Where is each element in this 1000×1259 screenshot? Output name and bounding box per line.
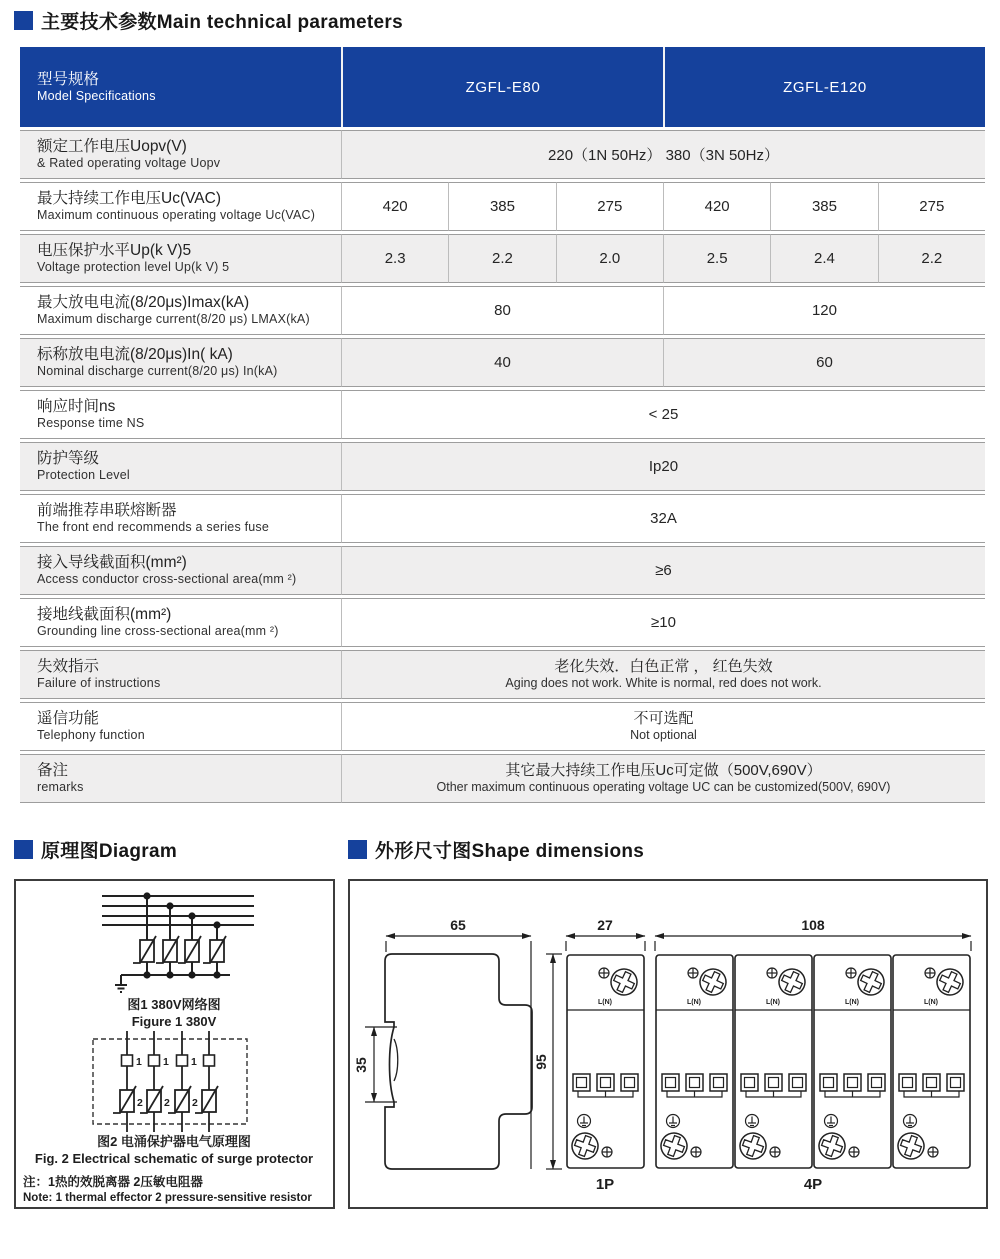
label-en: & Rated operating voltage Uopv (37, 156, 221, 171)
cell-response-value: < 25 (341, 390, 985, 439)
row-label-remarks (20, 754, 341, 803)
svg-text:1: 1 (163, 1056, 169, 1068)
dimensions-title-text: 外形尺寸图Shape dimensions (375, 841, 645, 862)
dim-108: 108 (801, 917, 825, 933)
dim-35: 35 (353, 1057, 369, 1073)
table-row-inom (20, 338, 985, 387)
cell-up-6: 2.2 (878, 234, 985, 283)
cell-inom-2: 60 (663, 338, 985, 387)
cell-imax-2: 120 (663, 286, 985, 335)
label-zh: 电压保护水平Up(k V)5 (37, 242, 192, 259)
cell-protection-value: Ip20 (341, 442, 985, 491)
table-row-access (20, 546, 985, 595)
module-1p (567, 955, 644, 1168)
side-profile-drawing (385, 954, 532, 1169)
header-label-zh: 型号规格 (37, 70, 100, 88)
cell-failure-value (341, 650, 985, 699)
cell-up-5: 2.4 (770, 234, 877, 283)
row-label-rated (20, 130, 341, 179)
value-zh: 不可选配 (633, 709, 694, 727)
label-zh: 防护等级 (37, 450, 100, 467)
dimensions-section-title (348, 836, 988, 863)
header-label-cell (20, 47, 341, 127)
module-4p-assembly (656, 955, 970, 1168)
circuit-diagrams-graphic (16, 881, 333, 1207)
value-en: Aging does not work. White is normal, red does not work. (505, 676, 822, 691)
cell-uc-1: 420 (341, 182, 448, 231)
row-label-ground (20, 598, 341, 647)
cell-ground-value: ≥10 (341, 598, 985, 647)
cell-remarks-value (341, 754, 985, 803)
blue-square-icon (14, 11, 33, 30)
label-zh: 接入导线截面积(mm²) (37, 554, 187, 571)
diagram-section-title (14, 836, 335, 863)
value-en: Not optional (630, 728, 697, 743)
label-4p: 4P (803, 1176, 823, 1193)
label-en: remarks (37, 780, 84, 795)
row-label-access (20, 546, 341, 595)
cell-uc-6: 275 (878, 182, 985, 231)
row-label-inom (20, 338, 341, 387)
label-zh: 响应时间ns (37, 398, 116, 415)
svg-text:1: 1 (191, 1056, 197, 1068)
diagram-box (14, 879, 335, 1209)
label-en: Failure of instructions (37, 676, 161, 691)
label-en: Nominal discharge current(8/20 μs) In(kA) (37, 364, 278, 379)
blue-square-icon (14, 840, 33, 859)
row-label-uc (20, 182, 341, 231)
main-section-title (14, 7, 1000, 34)
label-zh: 最大放电电流(8/20μs)Imax(kA) (37, 294, 250, 311)
label-zh: 最大持续工作电压Uc(VAC) (37, 190, 221, 207)
header-label-en: Model Specifications (37, 88, 156, 103)
label-zh: 接地线截面积(mm²) (37, 606, 172, 623)
label-zh: 失效指示 (37, 658, 100, 675)
value-en: Other maximum continuous operating voltage UC can be customized(500V, 690V) (436, 780, 891, 795)
svg-text:2: 2 (164, 1097, 170, 1109)
bottom-section (14, 836, 1000, 1209)
label-en: Maximum continuous operating voltage Uc(VAC) (37, 208, 316, 223)
figure2-caption-en: Fig. 2 Electrical schematic of surge protector (34, 1151, 314, 1166)
table-row-fuse (20, 494, 985, 543)
label-zh: 遥信功能 (37, 710, 100, 727)
header-model1: ZGFL-E80 (341, 47, 663, 127)
label-zh: 额定工作电压Uopv(V) (37, 138, 187, 155)
cell-up-3: 2.0 (556, 234, 663, 283)
note-en: Note: 1 thermal effector 2 pressure-sensitive resistor (23, 1192, 312, 1204)
row-label-up (20, 234, 341, 283)
cell-up-4: 2.5 (663, 234, 770, 283)
cell-uc-3: 275 (556, 182, 663, 231)
cell-imax-1: 80 (341, 286, 663, 335)
row-label-protection (20, 442, 341, 491)
dim-65: 65 (450, 917, 466, 933)
table-row-imax (20, 286, 985, 335)
row-label-telecom (20, 702, 341, 751)
table-row-rated (20, 130, 985, 179)
table-row-protection (20, 442, 985, 491)
dimensions-column (348, 836, 988, 1209)
figure1-caption-zh: 图1 380V网络图 (127, 997, 221, 1012)
label-en: Telephony function (37, 728, 145, 743)
cell-uc-4: 420 (663, 182, 770, 231)
header-model2: ZGFL-E120 (663, 47, 985, 127)
label-en: Response time NS (37, 416, 145, 431)
table-row-response (20, 390, 985, 439)
row-label-fuse (20, 494, 341, 543)
diagram-column (14, 836, 335, 1209)
label-zh: 备注 (37, 762, 69, 779)
blue-square-icon (348, 840, 367, 859)
svg-text:2: 2 (192, 1097, 198, 1109)
table-row-failure (20, 650, 985, 699)
spec-table (20, 44, 985, 806)
cell-up-2: 2.2 (448, 234, 555, 283)
label-zh: 前端推荐串联熔断器 (37, 502, 177, 519)
cell-fuse-value: 32A (341, 494, 985, 543)
note-zh: 注：1热的效脱离器 2压敏电阻器 (23, 1175, 203, 1189)
dimensions-box (348, 879, 988, 1209)
label-en: The front end recommends a series fuse (37, 520, 270, 535)
cell-uc-2: 385 (448, 182, 555, 231)
table-row-remarks (20, 754, 985, 803)
figure2-drawing (93, 1031, 247, 1132)
table-row-ground (20, 598, 985, 647)
label-en: Maximum discharge current(8/20 μs) LMAX(kA) (37, 312, 310, 327)
label-en: Voltage protection level Up(k V) 5 (37, 260, 230, 275)
row-label-imax (20, 286, 341, 335)
cell-telecom-value (341, 702, 985, 751)
cell-access-value: ≥6 (341, 546, 985, 595)
label-1p: 1P (595, 1176, 615, 1193)
cell-inom-1: 40 (341, 338, 663, 387)
label-en: Grounding line cross-sectional area(mm ²) (37, 624, 279, 639)
dimension-drawings-graphic: L(N) 65 35 95 27 108 1P 4P (350, 881, 986, 1207)
datasheet-page (0, 7, 1000, 1259)
table-row-telecom (20, 702, 985, 751)
row-label-failure (20, 650, 341, 699)
label-en: Protection Level (37, 468, 130, 483)
value-zh: 老化失效．白色正常 ， 红色失效 (554, 657, 773, 675)
row-label-response (20, 390, 341, 439)
cell-up-1: 2.3 (341, 234, 448, 283)
figure2-caption-zh: 图2 电涌保护器电气原理图 (97, 1134, 251, 1149)
cell-uc-5: 385 (770, 182, 877, 231)
table-row-uc (20, 182, 985, 231)
figure1-drawing (102, 896, 254, 992)
diagram-title-text: 原理图Diagram (41, 841, 178, 862)
dim-95: 95 (533, 1054, 549, 1070)
svg-text:1: 1 (136, 1056, 142, 1068)
dim-27: 27 (597, 917, 613, 933)
table-row-up (20, 234, 985, 283)
value-zh: 其它最大持续工作电压Uc可定做（500V,690V） (505, 761, 822, 779)
figure1-caption-en: Figure 1 380V (131, 1014, 217, 1029)
label-en: Access conductor cross-sectional area(mm ²) (37, 572, 297, 587)
svg-text:2: 2 (137, 1097, 143, 1109)
table-header-row (20, 47, 985, 127)
label-zh: 标称放电电流(8/20μs)In( kA) (37, 346, 233, 363)
main-title-text: 主要技术参数Main technical parameters (41, 12, 403, 33)
cell-rated-value: 220（1N 50Hz） 380（3N 50Hz） (341, 130, 985, 179)
